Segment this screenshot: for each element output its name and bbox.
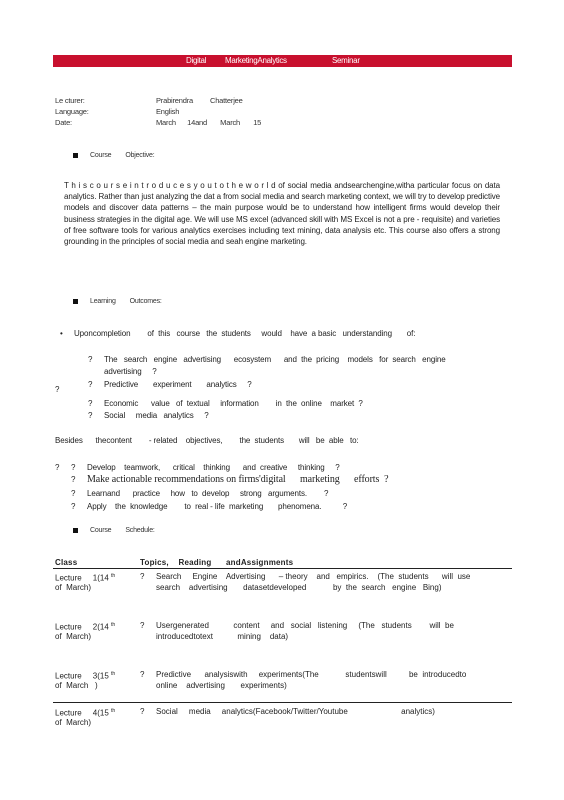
besides-text: Besides thecontent - related objectives, the students will be able to: <box>55 436 359 445</box>
outcomes-intro: • Uponcompletion of this course the students would have a basic understanding of: <box>60 329 416 338</box>
lecture-label: Lecture 1(14 $^{th}$ <box>55 573 116 583</box>
schedule-heading: Course Schedule: <box>73 527 155 534</box>
banner-title-part1: Digital <box>186 56 207 65</box>
row-mark: ? <box>140 670 145 679</box>
square-bullet-icon <box>73 528 78 533</box>
square-bullet-icon <box>73 299 78 304</box>
round-bullet-icon: • <box>60 329 63 338</box>
skill-item: ? Learnand practice how to develop strong arguments. ? <box>71 489 329 498</box>
lecture-month: of March) <box>55 583 92 592</box>
lecture-month: of March) <box>55 632 92 641</box>
skill-item: ? ? Develop teamwork, critical thinking and creative thinking ? <box>55 463 340 472</box>
table-row-rule <box>53 702 512 703</box>
outcome-item: ? Economic value of textual information in the online market ? <box>88 399 363 408</box>
date-value: March 14and March 15 <box>156 118 262 127</box>
lecturer-first-name: Prabirendra <box>156 96 193 105</box>
row-mark: ? <box>140 572 145 581</box>
banner-title-part3: Seminar <box>332 56 360 65</box>
outcomes-heading: Learning Outcomes: <box>73 298 162 305</box>
banner-title-part2: MarketingAnalytics <box>225 56 287 65</box>
column-header-topics: Topics, Reading andAssignments <box>140 558 294 567</box>
lecture-month: of March ) <box>55 681 98 690</box>
lecture-topic: Social media analytics(Facebook/Twitter/Youtube analytics) <box>156 707 435 716</box>
title-banner <box>53 55 512 67</box>
square-bullet-icon <box>73 153 78 158</box>
lecture-label: Lecture 3(15 $^{th}$ <box>55 671 116 681</box>
outcome-item-continued: advertising ? <box>104 367 157 376</box>
skill-item: ? Make actionable recommendations on firms'digital marketing efforts ? <box>71 474 389 485</box>
lecture-label: Lecture 4(15 $^{th}$ <box>55 708 116 718</box>
outcome-item: ? Predictive experiment analytics ? <box>88 380 252 389</box>
date-label: Date: <box>55 118 72 127</box>
table-header-rule <box>53 568 512 569</box>
outcome-item: ? The search engine advertising ecosystem and the pricing models for search engine <box>88 355 446 364</box>
lecturer-last-name: Chatterjee <box>210 96 243 105</box>
row-spacer <box>53 594 512 595</box>
lecture-topic: Search Engine Advertising – theory and empirics. (The students will use search advertising datasetdeveloped by the search engine Bing) <box>156 572 478 592</box>
language-label: Language: <box>55 107 89 116</box>
objective-heading: Course Objective: <box>73 152 154 159</box>
outcome-item: ? Social media analytics ? <box>88 411 209 420</box>
lecturer-label: Le cturer: <box>55 96 85 105</box>
lecture-topic: Predictive analysiswith experiments(The studentswill be introducedto online advertising experiments) <box>156 670 480 690</box>
lecture-topic: Usergenerated content and social listening (The students will be introducedtotext mining data) <box>156 621 459 641</box>
lecture-label: Lecture 2(14 $^{th}$ <box>55 622 116 632</box>
lecture-month: of March) <box>55 718 92 727</box>
skill-item: ? Apply the knowledge to real - life marketing phenomena. ? <box>71 502 348 511</box>
row-mark: ? <box>140 707 145 716</box>
stray-mark: ? <box>55 385 60 394</box>
row-mark: ? <box>140 621 145 630</box>
objective-paragraph: T h i s c o u r s e i n t r o d u c e s y o u t o t h e w o r l d of social media andsearchengine,witha particular focus on data analytics. Rather than just analyzing the dat a from social media and search marketing context, we will try to develop predictive models and discover data patterns – the main purpose would be to understand how intelligent firms would develop their business strategies in the digital age. We will use MS excel (advanced skill with MS Excel is not a pre - requisite) and varieties of free software tools for various analytics exercises including text mining, data analysis etc. This course also offers a strong grounding in the principles of social media and seah engine marketing. <box>64 181 500 247</box>
column-header-class: Class <box>55 558 78 567</box>
language-value: English <box>156 107 180 116</box>
